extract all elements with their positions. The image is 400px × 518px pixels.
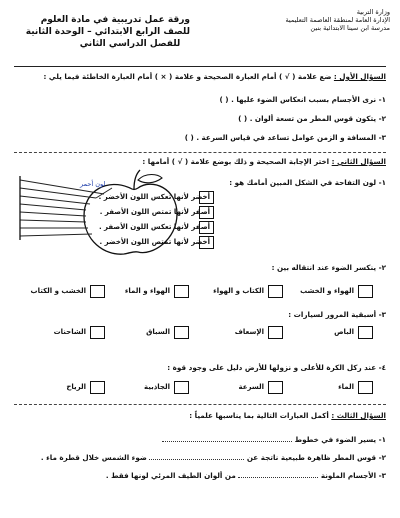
answer-blank[interactable]: ( ): [184, 133, 194, 142]
dashed-divider: [14, 152, 386, 153]
option-checkbox[interactable]: [268, 381, 283, 394]
fill-item: [162, 435, 386, 444]
option-checkbox[interactable]: [358, 381, 373, 394]
tf-item: [185, 133, 386, 142]
item-number: ٢-: [378, 453, 386, 462]
q2-stem: ٢- ينكسر الضوء عند انتقاله بين :: [271, 263, 386, 272]
option-checkbox[interactable]: [358, 285, 373, 298]
item-text: نرى الأجسام بسبب انعكاس الضوء عليها .: [231, 95, 377, 104]
option-checkbox[interactable]: [174, 285, 189, 298]
q4-option: السرعة: [238, 383, 264, 391]
section1-label: السؤال الأول :: [333, 72, 386, 81]
item-number: ١-: [378, 95, 386, 104]
tf-item: [220, 95, 386, 104]
q1-option: أخضر لأنها تعكس اللون الأخضر .: [98, 193, 210, 201]
tf-item: [238, 114, 386, 123]
apple-color-label: لون أحمر: [80, 180, 106, 188]
item-number: ٢-: [378, 114, 386, 123]
answer-blank[interactable]: ( ): [238, 114, 248, 123]
option-checkbox[interactable]: [268, 326, 283, 339]
q1-option: أصفر لأنها تمتص اللون الأصفر .: [99, 208, 210, 216]
worksheet-title: [25, 14, 190, 50]
fill-blank[interactable]: [149, 453, 244, 460]
q1-stem: ١- لون التفاحة في الشكل المبين أمامك هو :: [229, 178, 386, 187]
ministry-line: وزارة التربية: [356, 8, 390, 16]
q3-option: الشاحنات: [53, 328, 86, 336]
ministry-line: مدرسة ابن سينا الابتدائية بنين: [310, 24, 390, 33]
q3-option: الباص: [334, 328, 354, 336]
option-checkbox[interactable]: [90, 285, 105, 298]
item-text: يسير الضوء في خطوط: [294, 435, 377, 444]
q4-option: الجاذبية: [143, 383, 170, 391]
fill-item: [41, 453, 386, 462]
q2-option: الهواء و الخشب: [300, 287, 354, 295]
q2-option: الخشب و الكتاب: [30, 287, 86, 295]
title-line: للفصل الدراسي الثاني: [79, 39, 181, 50]
q1-option: أصفر لأنها تعكس اللون الأصفر .: [98, 223, 210, 231]
apple-leaf: [138, 175, 162, 183]
item-text: من ألوان الطيف المرئي لونها فقط .: [105, 471, 236, 480]
light-rays: [20, 180, 104, 236]
section1-instruction: ضع علامة ( √ ) أمام العبارة الصحيحة و علامة ( × ) أمام العبارة الخاطئة فيما يلي :: [43, 72, 332, 81]
option-checkbox[interactable]: [174, 381, 189, 394]
option-checkbox[interactable]: [90, 381, 105, 394]
section1-heading: [44, 72, 386, 81]
section2-label: السؤال الثاني :: [331, 157, 386, 166]
title-line: ورقة عمل تدريبية في مادة العلوم: [40, 15, 190, 25]
q1-option: أخضر لأنها تمتص اللون الأخضر .: [99, 238, 210, 246]
item-text: يتكون قوس المطر من تسعة ألوان .: [249, 114, 377, 123]
q2-option: الكتاب و الهواء: [213, 287, 264, 295]
option-checkbox[interactable]: [174, 326, 189, 339]
ministry-line: الإدارة العامة لمنطقة العاصمة التعليمية: [285, 16, 390, 25]
section3-instruction: أكمل العبارات التالية بما يناسبها علمياً :: [189, 411, 329, 420]
item-text: قوس المطر ظاهرة طبيعية ناتجة عن: [246, 453, 377, 462]
answer-blank[interactable]: ( ): [219, 95, 229, 104]
section3-label: السؤال الثالث :: [331, 411, 386, 420]
title-line: للصف الرابع الابتدائي – الوحدة الثانية: [25, 27, 190, 38]
section3-heading: [189, 411, 386, 420]
divider: [14, 66, 386, 67]
q3-option: الإسعاف: [234, 328, 264, 336]
item-text: المسافة و الزمن عوامل تساعد في قياس السرعة .: [196, 133, 377, 142]
ministry-block: [285, 8, 390, 32]
q2-option: الهواء و الماء: [124, 287, 170, 295]
option-checkbox[interactable]: [90, 326, 105, 339]
q4-stem: ٤- عند ركل الكرة للأعلى و نزولها للأرض دليل على وجود قوة :: [167, 363, 386, 372]
option-checkbox[interactable]: [268, 285, 283, 298]
item-text: الأجسام الملونة: [320, 471, 377, 480]
fill-item: [106, 471, 386, 480]
q3-option: السباق: [146, 328, 170, 336]
item-number: ٣-: [378, 471, 386, 480]
item-number: ٣-: [378, 133, 386, 142]
q4-option: الرياح: [66, 383, 86, 391]
q3-stem: ٣- أسبقية المرور لسيارات :: [288, 310, 386, 319]
section2-heading: [142, 157, 386, 166]
section2-instruction: اختر الإجابة الصحيحة و ذلك بوضع علامة ( √ ) أمامها :: [142, 157, 330, 166]
q4-option: الماء: [338, 383, 354, 391]
dashed-divider: [14, 404, 386, 405]
item-number: ١-: [378, 435, 386, 444]
item-text: ضوء الشمس خلال قطرة ماء .: [40, 453, 147, 462]
fill-blank[interactable]: [238, 471, 318, 478]
fill-blank[interactable]: [162, 435, 292, 442]
option-checkbox[interactable]: [358, 326, 373, 339]
